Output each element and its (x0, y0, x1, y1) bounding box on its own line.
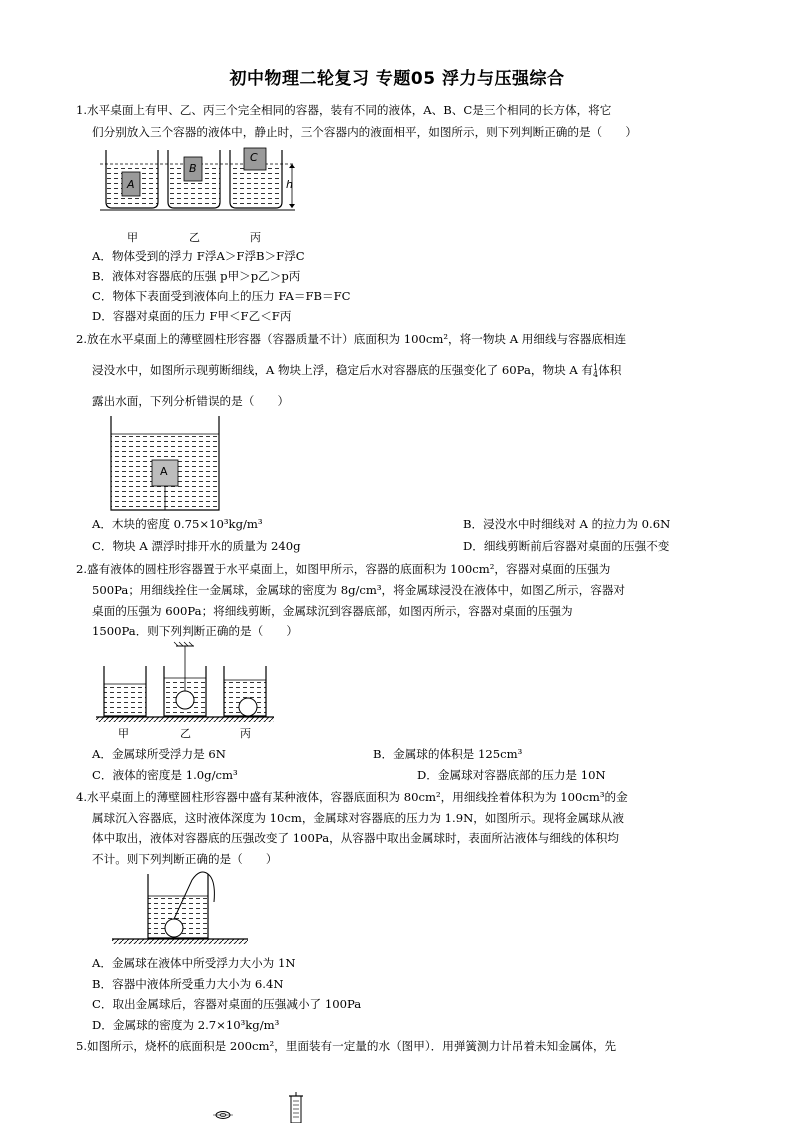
q3-option-b: B．金属球的体积是 125cm³ (373, 747, 523, 761)
q3-option-c: C．液体的密度是 1.0g/cm³ (92, 768, 238, 782)
q1-stem-line2: 们分别放入三个容器的液体中，静止时，三个容器内的液面相平，如图所示，则下列判断正确的是（ ） (92, 125, 637, 139)
q3-stem-line1: 2.盛有液体的圆柱形容器置于水平桌面上，如图甲所示，容器的底面积为 100cm²，容器对桌面的压强为 (76, 562, 611, 576)
q3-option-d: D．金属球对容器底部的压力是 10N (417, 768, 606, 782)
q1-option-c: C．物体下表面受到液体向上的压力 FA＝FB＝FC (92, 289, 351, 303)
q2-option-c: C．物块 A 漂浮时排开水的质量为 240g (92, 539, 301, 553)
q1-caption-jia: 甲 (127, 231, 138, 244)
q2-stem-line1: 2.放在水平桌面上的薄壁圆柱形容器（容器质量不计）底面积为 100cm²，将一物块 A 用细线与容器底相连 (76, 332, 627, 346)
q1-label-h: h (286, 178, 293, 191)
q4-option-b: B．容器中液体所受重力大小为 6.4N (92, 977, 284, 991)
q2-fraction-num: 1 (593, 363, 599, 372)
q4-option-d: D．金属球的密度为 2.7×10³kg/m³ (92, 1018, 280, 1032)
q4-option-c: C．取出金属球后，容器对桌面的压强减小了 100Pa (92, 997, 362, 1011)
q4-stem-line2: 属球沉入容器底，这时液体深度为 10cm，金属球对容器底的压力为 1.9N，如图所示。现将金属球从液 (92, 811, 624, 825)
q4-stem-line1: 4.水平桌面上的薄壁圆柱形容器中盛有某种液体，容器底面积为 80cm²，用细线拴着体积为为 100cm³的金 (76, 790, 628, 804)
q4-stem-line4: 不计。则下列判断正确的是（ ） (92, 852, 278, 866)
q3-caption-jia: 甲 (118, 727, 129, 740)
q3-stem-line2: 500Pa；用细线拴住一金属球，金属球的密度为 8g/cm³，将金属球浸没在液体中，如图乙所示，容器对 (92, 583, 626, 597)
page-title: 初中物理二轮复习 专题05 浮力与压强综合 (229, 69, 565, 89)
q1-stem-line1: 1.水平桌面上有甲、乙、丙三个完全相同的容器，装有不同的液体，A、B、C是三个相同的长方体，将它 (76, 103, 612, 117)
q2-figure-container-with-block (108, 414, 224, 514)
q3-caption-yi: 乙 (180, 727, 191, 740)
q4-stem-line3: 体中取出，液体对容器底的压强改变了 100Pa，从容器中取出金属球时，表面所沾液体与细线的体积均 (92, 831, 619, 845)
q2-option-a: A．木块的密度 0.75×10³kg/m³ (92, 517, 263, 531)
q3-option-a: A．金属球所受浮力是 6N (92, 747, 226, 761)
q3-figure-three-containers (96, 640, 276, 725)
q2-stem-line2-end: 体积 (598, 363, 622, 377)
q2-label-a: A (160, 465, 168, 478)
q2-option-b: B．浸没水中时细线对 A 的拉力为 0.6N (463, 517, 671, 531)
q1-option-b: B．液体对容器底的压强 p甲＞p乙＞p丙 (92, 269, 301, 283)
q2-stem-line3: 露出水面，下列分析错误的是（ ） (92, 394, 290, 408)
q1-label-c: C (250, 151, 258, 164)
q1-option-d: D．容器对桌面的压力 F甲＜F乙＜F丙 (92, 309, 292, 323)
q4-figure-container-with-ball (112, 866, 252, 950)
q1-option-a: A．物体受到的浮力 F浮A＞F浮B＞F浮C (92, 249, 305, 263)
q3-stem-line3: 桌面的压强为 600Pa；将细线剪断，金属球沉到容器底部，如图丙所示，容器对桌面的压强为 (92, 604, 573, 618)
q2-option-d: D．细线剪断前后容器对桌面的压强不变 (463, 539, 670, 553)
q1-caption-yi: 乙 (189, 231, 200, 244)
q3-caption-bing: 丙 (240, 727, 251, 740)
q2-fraction-den: 4 (593, 370, 599, 379)
q1-caption-bing: 丙 (250, 231, 261, 244)
q3-stem-line4: 1500Pa．则下列判断正确的是（ ） (92, 624, 299, 638)
q5-stem-line1: 5.如图所示，烧杯的底面积是 200cm²，里面装有一定量的水（图甲）．用弹簧测力计吊着未知金属体，先 (76, 1039, 617, 1053)
q1-label-b: B (189, 162, 197, 175)
q1-label-a: A (127, 178, 135, 191)
q2-stem-line2-text: 浸没水中，如图所示现剪断细线，A 物块上浮，稳定后水对容器底的压强变化了 60Pa，物块 A 有 (92, 363, 593, 377)
q4-option-a: A．金属球在液体中所受浮力大小为 1N (92, 956, 296, 970)
q2-stem-line2 (92, 362, 621, 378)
q5-figure-partial (205, 1090, 315, 1123)
